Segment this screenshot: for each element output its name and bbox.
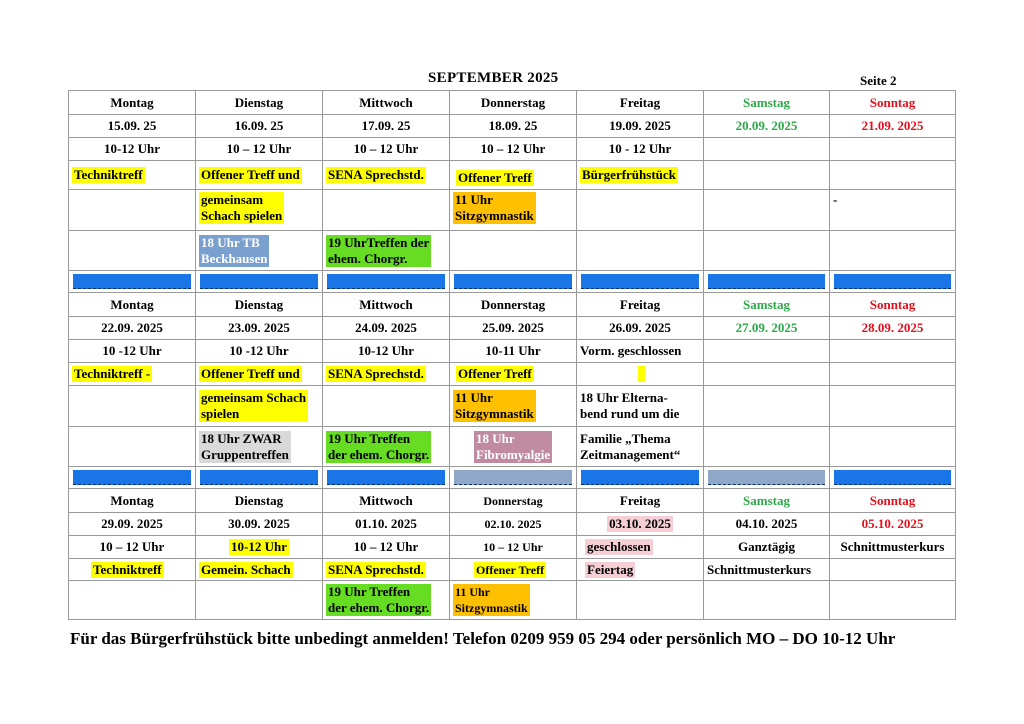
hours-cell	[69, 536, 196, 559]
weekday-header-row	[69, 293, 956, 317]
separator-bar	[834, 470, 951, 485]
event-cell	[196, 190, 323, 231]
date-text: 17.09. 25	[361, 118, 411, 133]
weekday-0	[69, 91, 196, 115]
event-cell	[830, 386, 956, 427]
date-cell	[577, 513, 704, 536]
weekday-label: Montag	[110, 296, 154, 312]
date-text: 03.10. 2025	[609, 516, 671, 531]
weekday-0	[69, 489, 196, 513]
event-cell	[704, 581, 830, 620]
weekday-label: Dienstag	[234, 94, 284, 110]
event-cell	[830, 427, 956, 467]
weekday-label: Freitag	[619, 296, 661, 312]
event-text: Offener Treff und	[201, 366, 300, 381]
hours-cell	[450, 340, 577, 363]
event-row	[69, 427, 956, 467]
event-text: 19 UhrTreffen der ehem. Chorgr.	[328, 234, 430, 266]
weekday-5	[704, 91, 830, 115]
event-cell	[323, 581, 450, 620]
weekday-3	[450, 489, 577, 513]
event-cell	[323, 190, 450, 231]
weekday-label: Samstag	[743, 94, 790, 110]
event-cell	[196, 581, 323, 620]
event-cell	[577, 190, 704, 231]
event-text: -	[833, 192, 838, 207]
hours-cell	[450, 536, 577, 559]
date-text: 16.09. 25	[234, 118, 284, 133]
event-cell	[577, 386, 704, 427]
separator-bar	[708, 274, 825, 289]
event-text: 18 Uhr TB Beckhausen	[201, 234, 268, 266]
date-cell	[830, 115, 956, 138]
date-cell	[196, 115, 323, 138]
separator-cell	[450, 467, 577, 489]
separator-cell	[577, 467, 704, 489]
event-cell	[704, 386, 830, 427]
hours-cell	[704, 138, 830, 161]
event-cell	[830, 559, 956, 581]
date-row	[69, 513, 956, 536]
date-text: 18.09. 25	[488, 118, 538, 133]
event-row	[69, 581, 956, 620]
weekday-label: Freitag	[619, 94, 661, 110]
event-row	[69, 559, 956, 581]
event-cell	[577, 559, 704, 581]
date-text: 02.10. 2025	[484, 517, 542, 531]
separator-cell	[196, 467, 323, 489]
hours-cell	[704, 536, 830, 559]
event-cell	[704, 363, 830, 386]
calendar-title: SEPTEMBER 2025	[428, 70, 559, 86]
separator-bar	[327, 274, 445, 289]
hours-cell	[830, 340, 956, 363]
event-text: SENA Sprechstd.	[328, 366, 424, 381]
event-cell	[830, 363, 956, 386]
event-text: SENA Sprechstd.	[328, 561, 424, 577]
event-cell	[830, 190, 956, 231]
event-row	[69, 386, 956, 427]
weekday-1	[196, 489, 323, 513]
event-text: Techniktreff	[74, 167, 143, 182]
separator-bar	[200, 274, 318, 289]
event-cell	[323, 559, 450, 581]
weekday-label: Dienstag	[234, 492, 284, 508]
weekday-4	[577, 91, 704, 115]
hours-cell	[323, 340, 450, 363]
weekday-label: Mittwoch	[359, 296, 413, 312]
hours-cell	[577, 536, 704, 559]
hours-cell	[830, 138, 956, 161]
separator-cell	[450, 271, 577, 293]
weekday-label: Mittwoch	[359, 94, 413, 110]
hours-text: 10 – 12 Uhr	[99, 539, 165, 554]
event-cell	[830, 231, 956, 271]
hours-text: 10-12 Uhr	[104, 141, 160, 156]
event-cell	[577, 161, 704, 190]
event-text: 18 Uhr ZWAR Gruppentreffen	[201, 430, 289, 462]
date-text: 30.09. 2025	[228, 516, 290, 531]
event-cell	[577, 427, 704, 467]
date-cell	[704, 317, 830, 340]
separator-cell	[830, 467, 956, 489]
event-text: gemeinsam Schach spielen	[201, 390, 307, 421]
date-text: 05.10. 2025	[861, 516, 924, 531]
date-cell	[830, 317, 956, 340]
footer-note: Für das Bürgerfrühstück bitte unbedingt anmelden! Telefon 0209 959 05 294 oder persönlich MO – DO 10-12 Uhr	[70, 629, 896, 648]
hours-text: 10 - 12 Uhr	[608, 141, 672, 156]
hours-cell	[196, 340, 323, 363]
event-cell	[69, 190, 196, 231]
weekday-label: Samstag	[743, 492, 790, 508]
hours-cell	[196, 536, 323, 559]
event-text: Bürgerfrühstück	[582, 167, 676, 182]
hours-cell	[69, 340, 196, 363]
weekday-0	[69, 293, 196, 317]
hours-text: Vorm. geschlossen	[580, 343, 682, 358]
hours-text: 10 – 12 Uhr	[480, 141, 546, 156]
hours-text: 10-12 Uhr	[231, 539, 287, 554]
weekday-6	[830, 293, 956, 317]
date-cell	[323, 317, 450, 340]
event-cell	[69, 386, 196, 427]
event-cell	[196, 161, 323, 190]
event-cell	[450, 581, 577, 620]
event-cell	[450, 559, 577, 581]
event-text: 18 Uhr Fibromyalgie	[476, 430, 551, 462]
separator-bar	[454, 274, 572, 289]
event-text: Offener Treff	[476, 562, 545, 577]
hours-cell	[323, 138, 450, 161]
weekday-2	[323, 489, 450, 513]
event-cell	[69, 559, 196, 581]
date-cell	[450, 317, 577, 340]
event-cell	[577, 581, 704, 620]
weekday-label: Donnerstag	[483, 493, 543, 508]
event-text: SENA Sprechstd.	[328, 167, 424, 182]
weekday-5	[704, 489, 830, 513]
hours-cell	[450, 138, 577, 161]
event-cell	[704, 231, 830, 271]
separator-row	[69, 467, 956, 489]
date-text: 01.10. 2025	[355, 516, 417, 531]
hours-cell	[704, 340, 830, 363]
date-text: 23.09. 2025	[228, 320, 290, 335]
hours-cell	[69, 138, 196, 161]
date-text: 26.09. 2025	[609, 320, 671, 335]
event-cell	[704, 427, 830, 467]
hours-text: 10 -12 Uhr	[102, 343, 162, 358]
date-cell	[704, 513, 830, 536]
event-cell	[323, 161, 450, 190]
separator-cell	[323, 467, 450, 489]
event-cell	[704, 559, 830, 581]
event-cell	[323, 231, 450, 271]
hours-text: Ganztägig	[737, 539, 796, 554]
event-cell	[830, 161, 956, 190]
hours-text: 10 – 12 Uhr	[353, 539, 419, 554]
hours-cell	[577, 340, 704, 363]
weekday-label: Sonntag	[869, 492, 916, 508]
hours-text: 10 – 12 Uhr	[226, 141, 292, 156]
weekday-label: Freitag	[619, 492, 661, 508]
separator-cell	[577, 271, 704, 293]
hours-text: 10 -12 Uhr	[229, 343, 289, 358]
event-text: Offener Treff und	[201, 167, 300, 182]
weekday-label: Montag	[110, 492, 154, 508]
event-cell	[196, 231, 323, 271]
event-text: Offener Treff	[458, 170, 532, 185]
date-cell	[196, 317, 323, 340]
page-number: Seite 2	[860, 73, 897, 88]
event-cell	[323, 427, 450, 467]
event-cell	[196, 386, 323, 427]
event-text: Schnittmusterkurs	[707, 561, 812, 577]
date-cell	[69, 513, 196, 536]
calendar-table	[68, 90, 956, 620]
separator-bar	[73, 470, 191, 485]
hours-row	[69, 340, 956, 363]
date-cell	[450, 513, 577, 536]
event-cell	[830, 581, 956, 620]
event-cell	[323, 386, 450, 427]
date-text: 25.09. 2025	[482, 320, 544, 335]
hours-cell	[830, 536, 956, 559]
weekday-label: Sonntag	[869, 296, 916, 312]
date-cell	[323, 115, 450, 138]
date-cell	[69, 317, 196, 340]
weekday-1	[196, 293, 323, 317]
hours-cell	[196, 138, 323, 161]
event-cell	[323, 363, 450, 386]
event-cell	[450, 190, 577, 231]
event-cell	[69, 363, 196, 386]
event-text: 11 Uhr Sitzgymnastik	[455, 192, 534, 223]
weekday-label: Mittwoch	[359, 492, 413, 508]
separator-cell	[69, 271, 196, 293]
weekday-4	[577, 293, 704, 317]
weekday-1	[196, 91, 323, 115]
event-text: Techniktreff -	[74, 366, 151, 381]
weekday-6	[830, 489, 956, 513]
event-cell	[450, 161, 577, 190]
date-row	[69, 317, 956, 340]
separator-cell	[69, 467, 196, 489]
date-text: 20.09. 2025	[735, 118, 798, 133]
weekday-label: Montag	[110, 94, 154, 110]
event-cell	[450, 427, 577, 467]
date-text: 29.09. 2025	[101, 516, 163, 531]
event-cell	[577, 231, 704, 271]
weekday-label: Samstag	[743, 296, 790, 312]
weekday-label: Donnerstag	[480, 296, 546, 312]
event-text: Feiertag	[587, 561, 634, 577]
event-text: 19 Uhr Treffen der ehem. Chorgr.	[328, 430, 430, 462]
event-text: 11 Uhr Sitzgymnastik	[455, 390, 534, 421]
weekday-label: Sonntag	[869, 94, 916, 110]
weekday-header-row	[69, 489, 956, 513]
date-text: 04.10. 2025	[735, 516, 798, 531]
date-cell	[323, 513, 450, 536]
separator-bar	[200, 470, 318, 485]
separator-bar	[454, 470, 572, 485]
event-cell	[577, 363, 704, 386]
date-row	[69, 115, 956, 138]
date-text: 22.09. 2025	[101, 320, 163, 335]
weekday-3	[450, 293, 577, 317]
date-cell	[830, 513, 956, 536]
event-cell	[196, 559, 323, 581]
date-text: 19.09. 2025	[609, 118, 671, 133]
separator-cell	[704, 467, 830, 489]
event-text: 18 Uhr Elterna- bend rund um die	[580, 390, 680, 421]
weekday-5	[704, 293, 830, 317]
date-cell	[196, 513, 323, 536]
event-cell	[69, 581, 196, 620]
event-cell	[196, 427, 323, 467]
separator-cell	[196, 271, 323, 293]
date-text: 24.09. 2025	[355, 320, 417, 335]
event-cell	[450, 363, 577, 386]
separator-cell	[704, 271, 830, 293]
hours-row	[69, 138, 956, 161]
highlight-mark	[638, 366, 645, 382]
separator-bar	[327, 470, 445, 485]
hours-text: 10-11 Uhr	[485, 343, 541, 358]
separator-bar	[73, 274, 191, 289]
event-row	[69, 363, 956, 386]
event-text: gemeinsam Schach spielen	[201, 192, 283, 223]
separator-row	[69, 271, 956, 293]
hours-cell	[577, 138, 704, 161]
weekday-2	[323, 293, 450, 317]
event-row	[69, 231, 956, 271]
date-cell	[450, 115, 577, 138]
weekday-header-row	[69, 91, 956, 115]
date-text: 28.09. 2025	[861, 320, 924, 335]
hours-text: 10 – 12 Uhr	[483, 540, 543, 554]
weekday-label: Dienstag	[234, 296, 284, 312]
event-row	[69, 161, 956, 190]
weekday-6	[830, 91, 956, 115]
hours-row	[69, 536, 956, 559]
event-cell	[69, 161, 196, 190]
separator-cell	[323, 271, 450, 293]
separator-bar	[708, 470, 825, 485]
event-text: 19 Uhr Treffen der ehem. Chorgr.	[328, 584, 430, 615]
separator-bar	[834, 274, 951, 289]
event-text: Techniktreff	[93, 561, 162, 577]
weekday-3	[450, 91, 577, 115]
date-text: 15.09. 25	[107, 118, 157, 133]
event-text: 11 Uhr Sitzgymnastik	[455, 585, 528, 615]
hours-text: 10 – 12 Uhr	[353, 141, 419, 156]
event-cell	[196, 363, 323, 386]
date-cell	[577, 317, 704, 340]
event-cell	[450, 231, 577, 271]
event-cell	[450, 386, 577, 427]
event-text: Gemein. Schach	[201, 561, 291, 577]
weekday-label: Donnerstag	[480, 94, 546, 110]
weekday-2	[323, 91, 450, 115]
event-cell	[704, 161, 830, 190]
event-row	[69, 190, 956, 231]
separator-bar	[581, 274, 699, 289]
separator-cell	[830, 271, 956, 293]
hours-text: geschlossen	[587, 539, 651, 554]
weekday-4	[577, 489, 704, 513]
date-text: 27.09. 2025	[735, 320, 798, 335]
separator-bar	[581, 470, 699, 485]
hours-cell	[323, 536, 450, 559]
hours-text: 10-12 Uhr	[358, 343, 414, 358]
date-text: 21.09. 2025	[861, 118, 924, 133]
event-text: Offener Treff	[458, 366, 532, 381]
event-cell	[69, 427, 196, 467]
date-cell	[704, 115, 830, 138]
event-text: Familie „Thema Zeitmanagement“	[580, 430, 681, 462]
date-cell	[69, 115, 196, 138]
date-cell	[577, 115, 704, 138]
hours-text: Schnittmusterkurs	[840, 539, 945, 554]
event-cell	[704, 190, 830, 231]
event-cell	[69, 231, 196, 271]
